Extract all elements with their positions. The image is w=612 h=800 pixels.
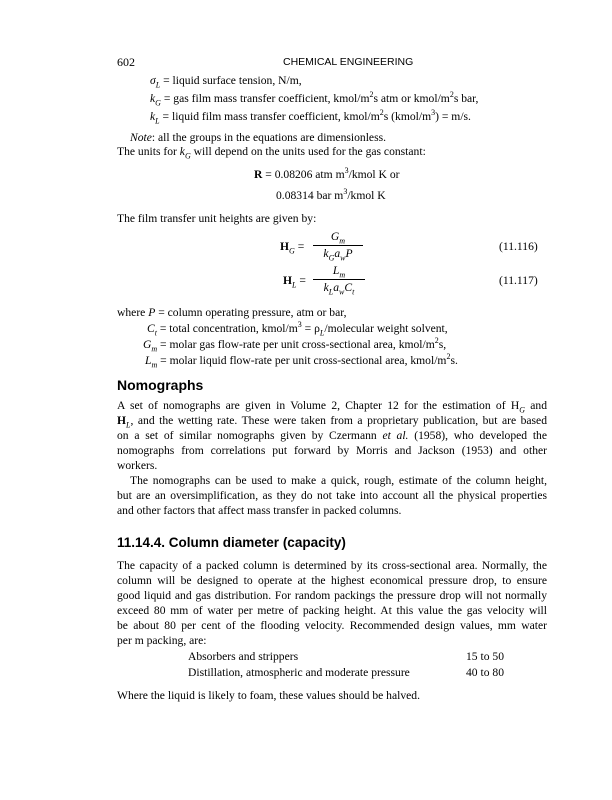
where-item: $G_m$ = molar gas flow-rate per unit cross-sectional area, kmol/$m^2s$,: [143, 336, 447, 354]
table-cell-range: 40 to 80: [466, 666, 505, 679]
table-cell-service: Absorbers and strippers: [188, 650, 299, 663]
note-line: Note: all the groups in the equations are dimensionless.: [130, 131, 386, 144]
section-heading-nomographs: Nomographs: [117, 377, 204, 393]
equation-fraction: $G_m$ $k_Ga_wP$: [313, 230, 363, 260]
where-item: $L_m$ = molar liquid flow-rate per unit cross-sectional area, kmol/$m^2s$.: [145, 352, 458, 370]
table-row: [188, 650, 298, 664]
running-title: CHEMICAL ENGINEERING: [283, 56, 414, 68]
nomographs-paragraph-1: A set of nomographs are given in Volume 2, Chapter 12 for the estimation of $H_G$ and $H_L$, and the wetting rate. These were taken from a proprietary publication, but are based on a set of similar nomographs given by Czermann et al. (1958), who developed the nomographs from correlations put forward by Morris and Jackson (1953) and other workers.: [117, 399, 548, 472]
nomenclature-item: $\sigma_L$ = liquid surface tension, N/m,: [150, 74, 302, 90]
where-item: $C_t$ = total concentration, kmol/$m^3$ = $\rho_L$/molecular weight solvent,: [147, 320, 448, 338]
equation-lhs: $H_L$ =: [283, 274, 306, 290]
section-heading-column-diameter: 11.14.4. Column diameter (capacity): [117, 535, 346, 550]
table-row: [188, 666, 410, 680]
gas-constant-line-2: 0.08314 bar $m^3$/kmol K: [276, 187, 386, 202]
where-item: where P = column operating pressure, atm or bar,: [117, 306, 347, 319]
gas-constant-line-1: R = 0.08206 atm $m^3$/kmol K or: [254, 166, 400, 181]
page-number: 602: [117, 55, 135, 69]
units-line: The units for $k_G$ will depend on the units used for the gas constant:: [117, 145, 426, 161]
film-heights-intro: The film transfer unit heights are given by:: [117, 212, 317, 225]
nomenclature-item: $k_L$ = liquid film mass transfer coefficient, kmol/$m^2s$ $(kmol/m^3) = m/s$.: [150, 108, 471, 126]
nomographs-paragraph-2: The nomographs can be used to make a quick, rough, estimate of the column height, but are an oversimplification, as they do not take into account all the physical properties and other factors that affect mass transfer in packed columns.: [117, 474, 547, 517]
closing-sentence: Where the liquid is likely to foam, these values should be halved.: [117, 689, 420, 702]
equation-lhs: $H_G$ =: [280, 240, 305, 256]
equation-number: (11.117): [499, 274, 538, 287]
equation-fraction: $L_m$ $k_La_wC_t$: [313, 264, 365, 294]
nomenclature-item: $k_G$ = gas film mass transfer coefficient, kmol/$m^2s$ atm or kmol/$m^2s$ bar,: [150, 90, 479, 108]
table-cell-service: Distillation, atmospheric and moderate pressure: [188, 666, 410, 679]
table-cell-range: 15 to 50: [466, 650, 505, 663]
column-diameter-paragraph: The capacity of a packed column is determined by its cross-sectional area. Normally, the column will be designed to operate at the highest economical pressure drop, to ensure good liquid and gas distribution. For random packings the pressure drop will not normally exceed 80 mm of water per metre of packing height. At this value the gas velocity will be about 80 per cent of the flooding velocity. Recommended design values, mm water per m packing, are:: [117, 559, 547, 647]
equation-number: (11.116): [499, 240, 538, 253]
